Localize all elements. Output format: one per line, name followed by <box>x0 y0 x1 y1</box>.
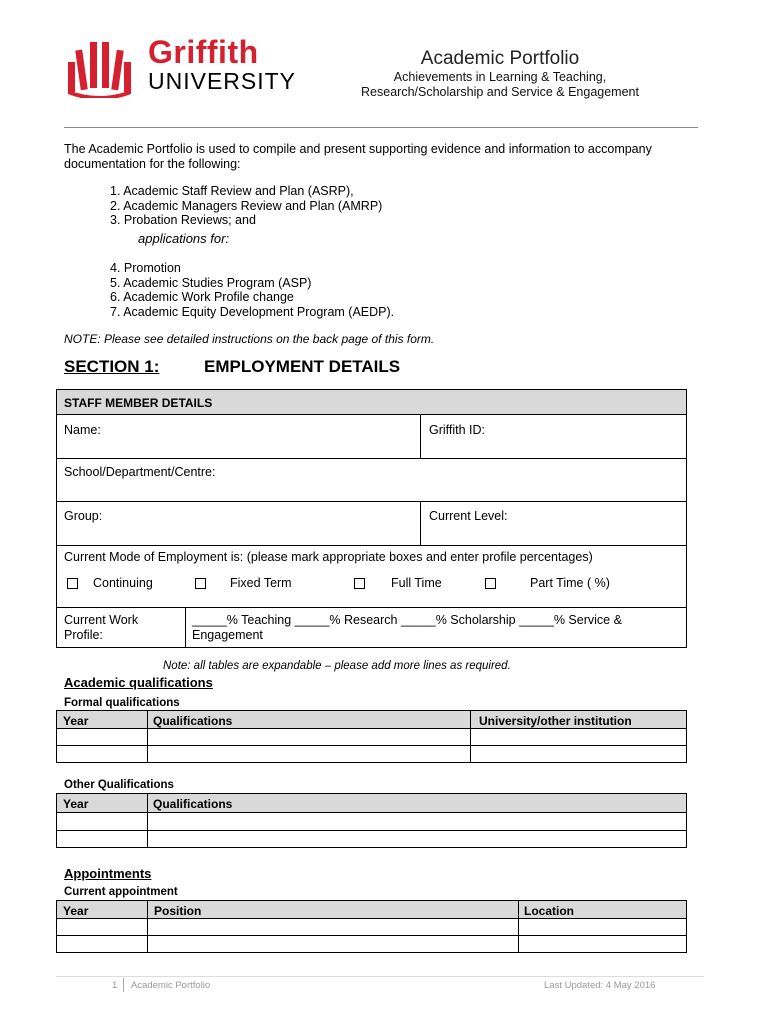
column-header: Location <box>524 904 574 918</box>
school-field[interactable] <box>56 458 687 502</box>
table-cell[interactable] <box>518 918 687 936</box>
table-cell[interactable] <box>147 830 687 848</box>
table-cell[interactable] <box>56 918 148 936</box>
work-profile-line: _____% Teaching _____% Research _____% Scholarship _____% Service & <box>192 613 622 627</box>
staff-details-title: STAFF MEMBER DETAILS <box>64 396 213 410</box>
employment-mode-row <box>56 545 687 608</box>
intro-text: The Academic Portfolio is used to compile and present supporting evidence and information to accompany documentation for the following: <box>64 142 652 171</box>
logo-wordmark-griffith: Griffith <box>148 34 259 70</box>
table-cell[interactable] <box>56 728 148 746</box>
instructions-note: NOTE: Please see detailed instructions on the back page of this form. <box>64 332 435 346</box>
work-profile-text <box>192 613 622 643</box>
table-header-cell <box>147 710 471 729</box>
section-number: SECTION 1: <box>64 357 160 376</box>
list-item: 1. Academic Staff Review and Plan (ASRP), <box>110 184 354 198</box>
list-item: 6. Academic Work Profile change <box>110 290 294 304</box>
list-item: 7. Academic Equity Development Program (AEDP). <box>110 304 395 319</box>
table-header-cell <box>56 900 148 919</box>
school-label: School/Department/Centre: <box>64 465 216 479</box>
page-title: Academic Portfolio <box>420 48 580 69</box>
header-divider <box>64 127 698 128</box>
footer-updated: Last Updated: 4 May 2016 <box>544 980 656 991</box>
griffith-logo <box>66 34 306 98</box>
table-cell[interactable] <box>470 728 687 746</box>
appointments-table <box>56 900 687 954</box>
fixed-term-checkbox[interactable] <box>195 578 206 589</box>
work-profile-line: Engagement <box>192 628 263 642</box>
table-header-cell <box>56 793 148 813</box>
table-cell[interactable] <box>470 745 687 763</box>
table-header-cell <box>147 900 519 919</box>
other-qualifications-table <box>56 793 687 847</box>
work-profile-label: Current Work Profile: <box>64 613 139 642</box>
table-cell[interactable] <box>147 745 471 763</box>
table-cell[interactable] <box>56 830 148 848</box>
table-cell[interactable] <box>56 935 148 953</box>
applications-list <box>110 261 394 319</box>
continuing-label: Continuing <box>93 576 153 590</box>
table-cell[interactable] <box>56 745 148 763</box>
column-header: University/other institution <box>479 714 632 728</box>
table-cell[interactable] <box>56 812 148 831</box>
page-number: 1 <box>112 980 118 991</box>
employment-mode-label: Current Mode of Employment is: (please mark appropriate boxes and enter profile percentages) <box>64 550 593 564</box>
current-level-label: Current Level: <box>429 509 508 523</box>
page-subtitle <box>330 70 670 100</box>
table-cell[interactable] <box>147 728 471 746</box>
footer-doc-name: Academic Portfolio <box>131 980 211 991</box>
group-label: Group: <box>64 509 103 523</box>
list-item: 3. Probation Reviews; and <box>110 213 256 227</box>
table-header-cell <box>56 710 148 729</box>
section-title: EMPLOYMENT DETAILS <box>204 357 401 376</box>
name-label: Name: <box>64 423 101 437</box>
column-header: Qualifications <box>153 714 233 728</box>
appointments-heading: Appointments <box>64 866 152 881</box>
continuing-checkbox[interactable] <box>67 578 78 589</box>
subtitle-line: Achievements in Learning & Teaching, <box>393 70 607 84</box>
current-appointment-label: Current appointment <box>64 886 178 898</box>
current-level-field[interactable] <box>420 501 687 546</box>
column-header: Year <box>63 904 89 918</box>
full-time-checkbox[interactable] <box>354 578 365 589</box>
staff-details-header <box>56 389 687 415</box>
griffith-id-label: Griffith ID: <box>429 423 486 437</box>
formal-qualifications-table <box>56 710 687 762</box>
list-item: 2. Academic Managers Review and Plan (AMRP) <box>110 198 383 213</box>
column-header: Position <box>154 904 202 918</box>
table-cell[interactable] <box>147 918 519 936</box>
griffith-emblem-icon <box>66 40 146 98</box>
table-header-cell <box>147 793 687 813</box>
part-time-label: Part Time ( %) <box>530 576 610 590</box>
fixed-term-label: Fixed Term <box>230 576 292 590</box>
subtitle-line: Research/Scholarship and Service & Engagement <box>361 85 639 99</box>
table-cell[interactable] <box>518 935 687 953</box>
column-header: Qualifications <box>153 797 233 811</box>
table-header-cell <box>470 710 687 729</box>
column-header: Year <box>63 714 89 728</box>
full-time-label: Full Time <box>391 576 442 590</box>
list-item: 4. Promotion <box>110 261 181 275</box>
work-profile-field[interactable] <box>185 607 687 648</box>
logo-wordmark-university: UNIVERSITY <box>148 68 297 94</box>
griffith-id-field[interactable] <box>420 414 687 459</box>
table-cell[interactable] <box>147 935 519 953</box>
other-qualifications-label: Other Qualifications <box>64 779 174 791</box>
formal-qualifications-label: Formal qualifications <box>64 697 180 709</box>
name-field[interactable] <box>56 414 421 459</box>
column-header: Year <box>63 797 89 811</box>
list-item: 5. Academic Studies Program (ASP) <box>110 275 312 290</box>
applications-label: applications for: <box>138 231 230 246</box>
table-cell[interactable] <box>147 812 687 831</box>
tables-note: Note: all tables are expandable – please add more lines as required. <box>163 660 511 672</box>
table-header-cell <box>518 900 687 919</box>
footer-divider <box>56 976 704 977</box>
academic-qualifications-heading: Academic qualifications <box>64 675 213 690</box>
usage-list <box>110 184 382 228</box>
part-time-checkbox[interactable] <box>485 578 496 589</box>
footer-separator <box>123 978 124 992</box>
work-profile-label-cell <box>56 607 186 648</box>
group-field[interactable] <box>56 501 421 546</box>
